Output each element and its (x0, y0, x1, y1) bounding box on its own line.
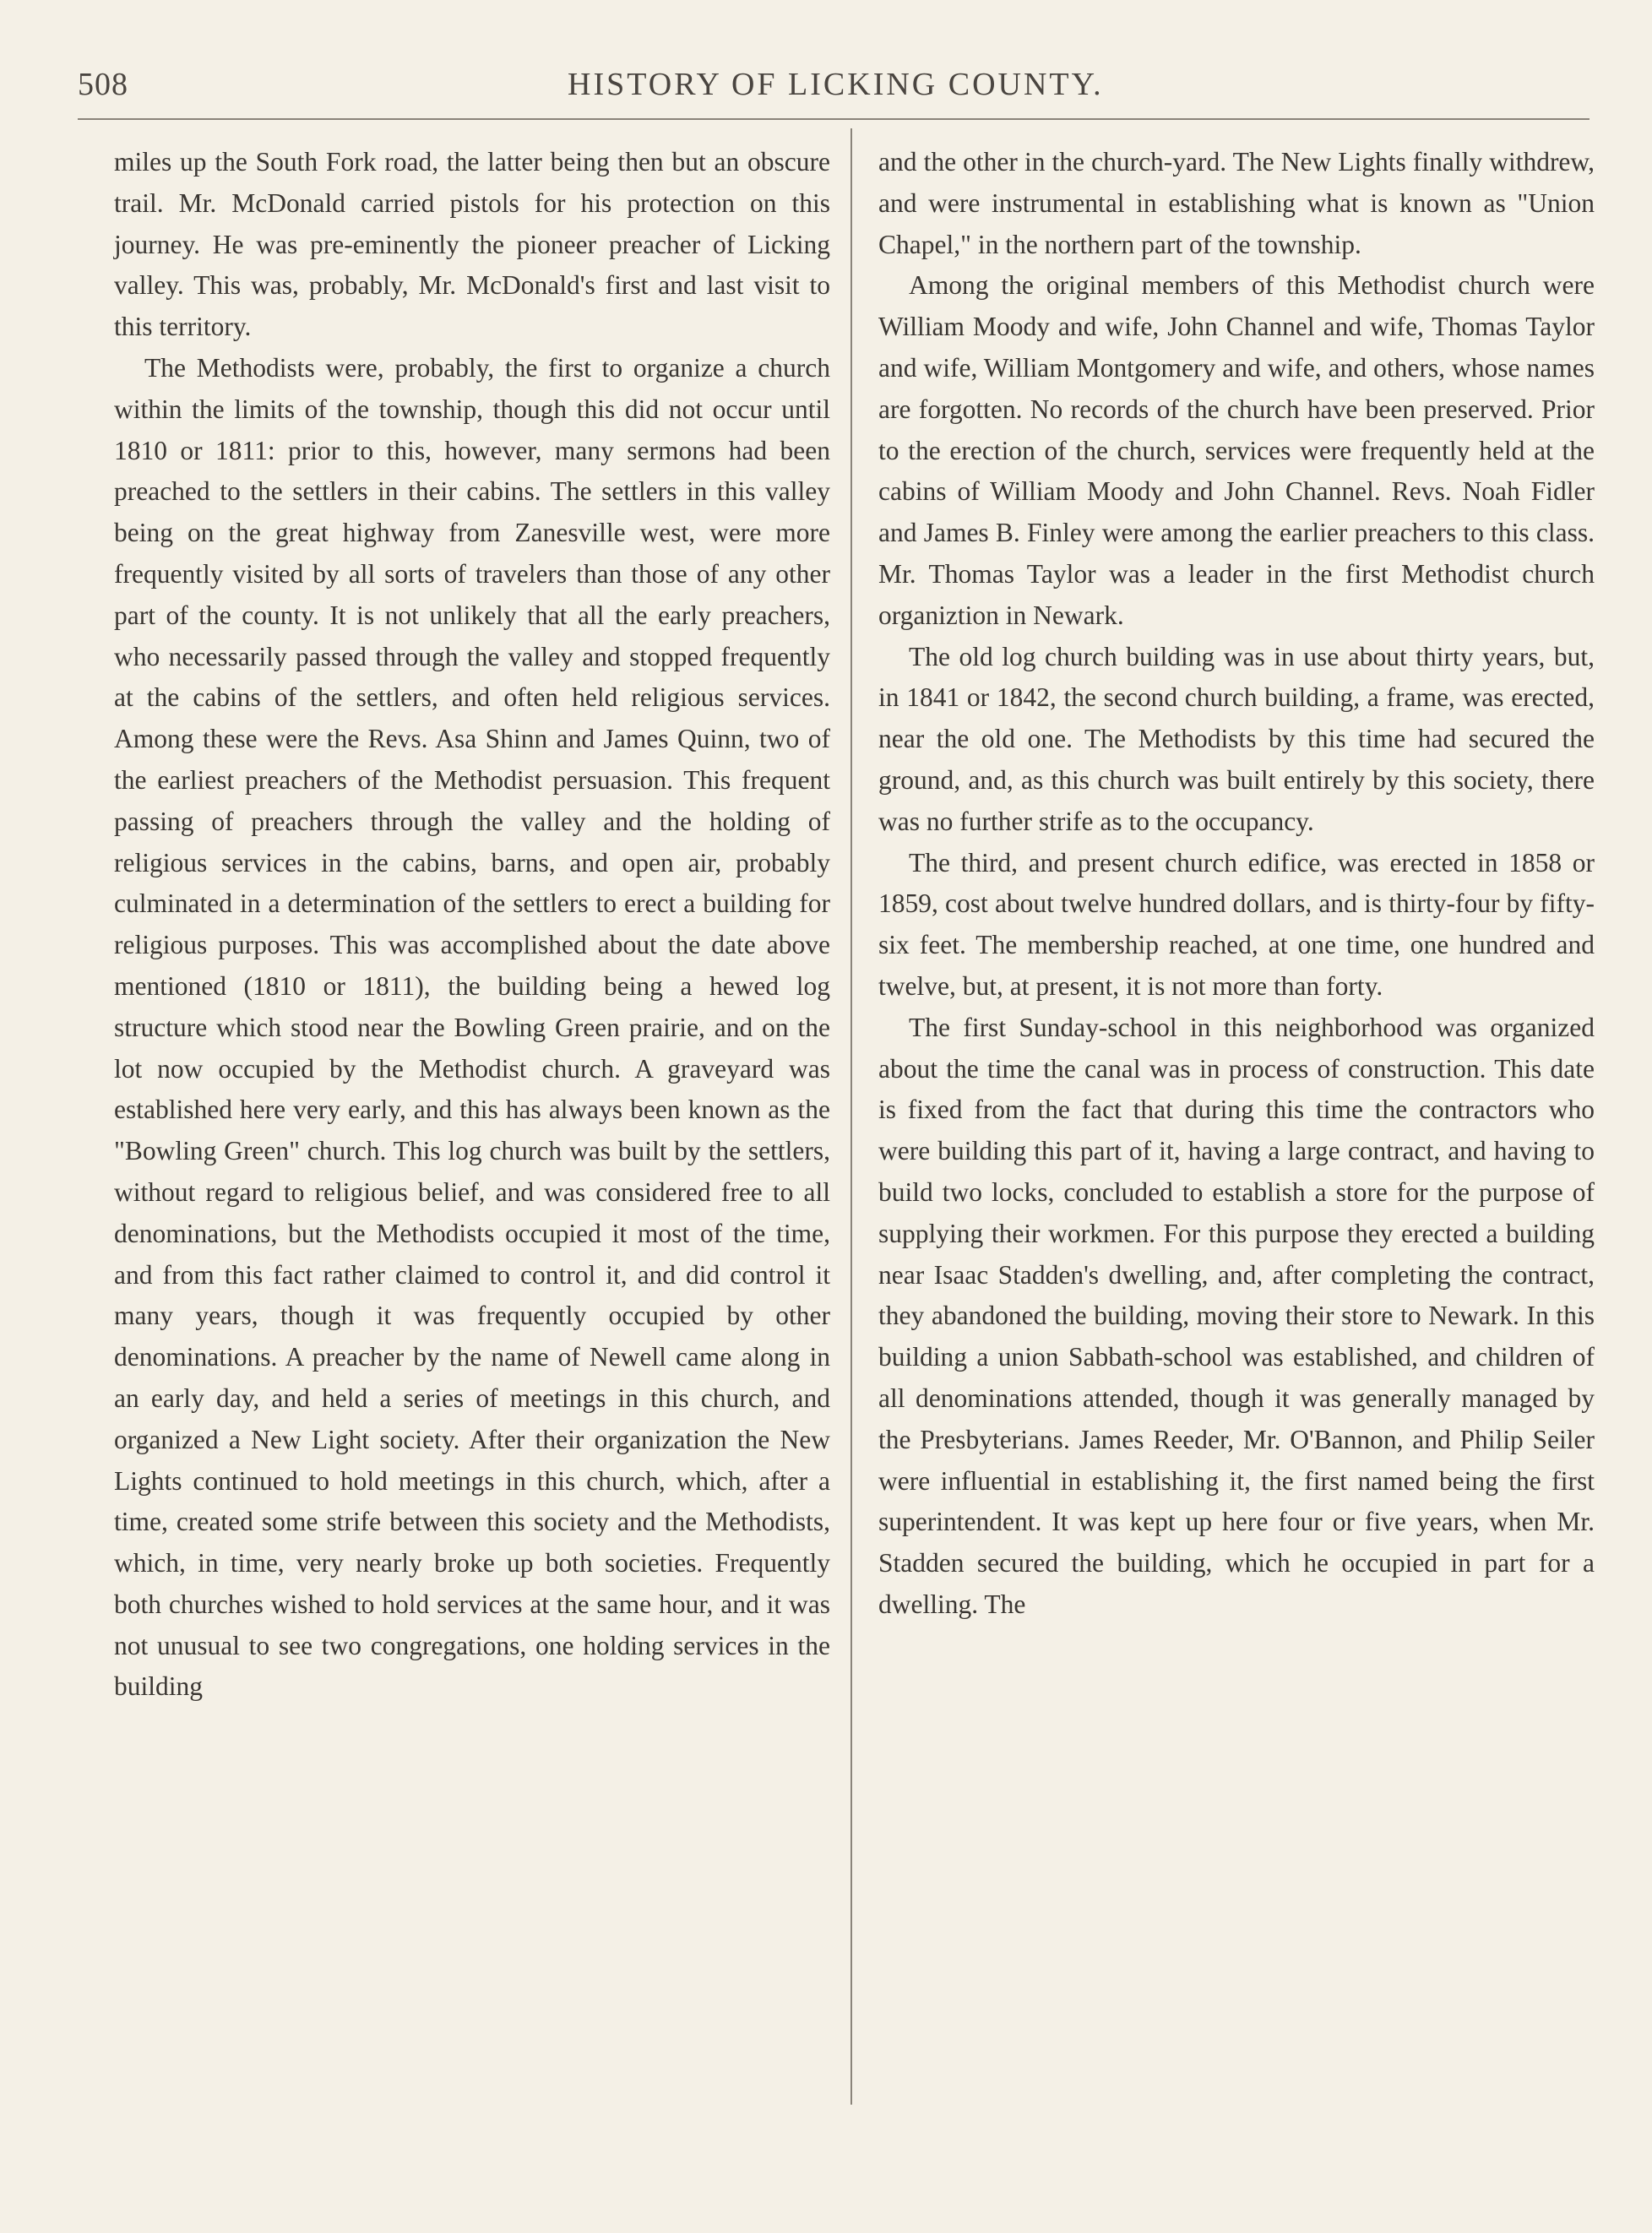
header-rule (78, 118, 1590, 120)
column-divider (850, 128, 852, 2105)
right-column (878, 142, 1595, 1626)
paragraph: The Methodists were, probably, the first to organize a church within the limits of the township, though this did not occur until 1810 or 1811: prior to this, however, many sermons had been preached to the settlers in their cabins. The settlers in this valley being on the great highway from Zanesville west, were more frequently visited by all sorts of travelers than those of any other part of the county. It is not unlikely that all the early preachers, who necessarily passed through the valley and stopped frequently at the cabins of the settlers, and often held religious services. Among these were the Revs. Asa Shinn and James Quinn, two of the earliest preachers of the Methodist persuasion. This frequent passing of preachers through the valley and the holding of religious services in the cabins, barns, and open air, probably culminated in a determination of the settlers to erect a building for religious purposes. This was accomplished about the date above mentioned (1810 or 1811), the building being a hewed log structure which stood near the Bowling Green prairie, and on the lot now occupied by the Methodist church. A graveyard was established here very early, and this has always been known as the "Bowling Green" church. This log church was built by the settlers, without regard to religious belief, and was considered free to all denominations, but the Methodists occupied it most of the time, and from this fact rather claimed to control it, and did control it many years, though it was frequently occupied by other denominations. A preacher by the name of Newell came along in an early day, and held a series of meetings in this church, and organized a New Light society. After their organization the New Lights continued to hold meetings in this church, which, after a time, created some strife between this society and the Methodists, which, in time, very nearly broke up both societies. Frequently both churches wished to hold services at the same hour, and it was not unusual to see two congregations, one holding services in the building (114, 352, 830, 1702)
running-head: HISTORY OF LICKING COUNTY. (568, 67, 1104, 102)
left-column (114, 142, 830, 1708)
paragraph: The old log church building was in use about thirty years, but, in 1841 or 1842, the second church building, a frame, was erected, near the old one. The Methodists by this time had secured the ground, and, as this church was built entirely by this society, there was no further strife as to the occupancy. (878, 641, 1595, 836)
page-header (78, 66, 1590, 117)
paragraph: and the other in the church-yard. The New Lights finally withdrew, and were instrumental in establishing what is known as "Union Chapel," in the northern part of the township. (878, 147, 1595, 259)
paragraph: miles up the South Fork road, the latter being then but an obscure trail. Mr. McDonald carried pistols for his protection on this journey. He was pre-eminently the pioneer preacher of Licking valley. This was, probably, Mr. McDonald's first and last visit to this territory. (114, 147, 830, 342)
paragraph: Among the original members of this Methodist church were William Moody and wife, John Channel and wife, Thomas Taylor and wife, William Montgomery and wife, and others, whose names are forgotten. No records of the church have been preserved. Prior to the erection of the church, services were frequently held at the cabins of William Moody and John Channel. Revs. Noah Fidler and James B. Finley were among the earlier preachers to this class. Mr. Thomas Taylor was a leader in the first Methodist church organiztion in Newark. (878, 270, 1595, 630)
paragraph: The first Sunday-school in this neighborhood was organized about the time the canal was in process of construction. This date is fixed from the fact that during this time the contractors who were building this part of it, having a large contract, and having to build two locks, concluded to establish a store for the purpose of supplying their workmen. For this purpose they erected a building near Isaac Stadden's dwelling, and, after completing the contract, they abandoned the building, moving their store to Newark. In this building a union Sabbath-school was established, and children of all denominations attended, though it was generally managed by the Presbyterians. James Reeder, Mr. O'Bannon, and Philip Seiler were influential in establishing it, the first named being the first superintendent. It was kept up here four or five years, when Mr. Stadden secured the building, which he occupied in part for a dwelling. The (878, 1012, 1595, 1619)
page-number: 508 (78, 67, 128, 102)
paragraph: The third, and present church edifice, was erected in 1858 or 1859, cost about twelve hundred dollars, and is thirty-four by fifty-six feet. The membership reached, at one time, one hundred and twelve, but, at present, it is not more than forty. (878, 847, 1595, 1001)
